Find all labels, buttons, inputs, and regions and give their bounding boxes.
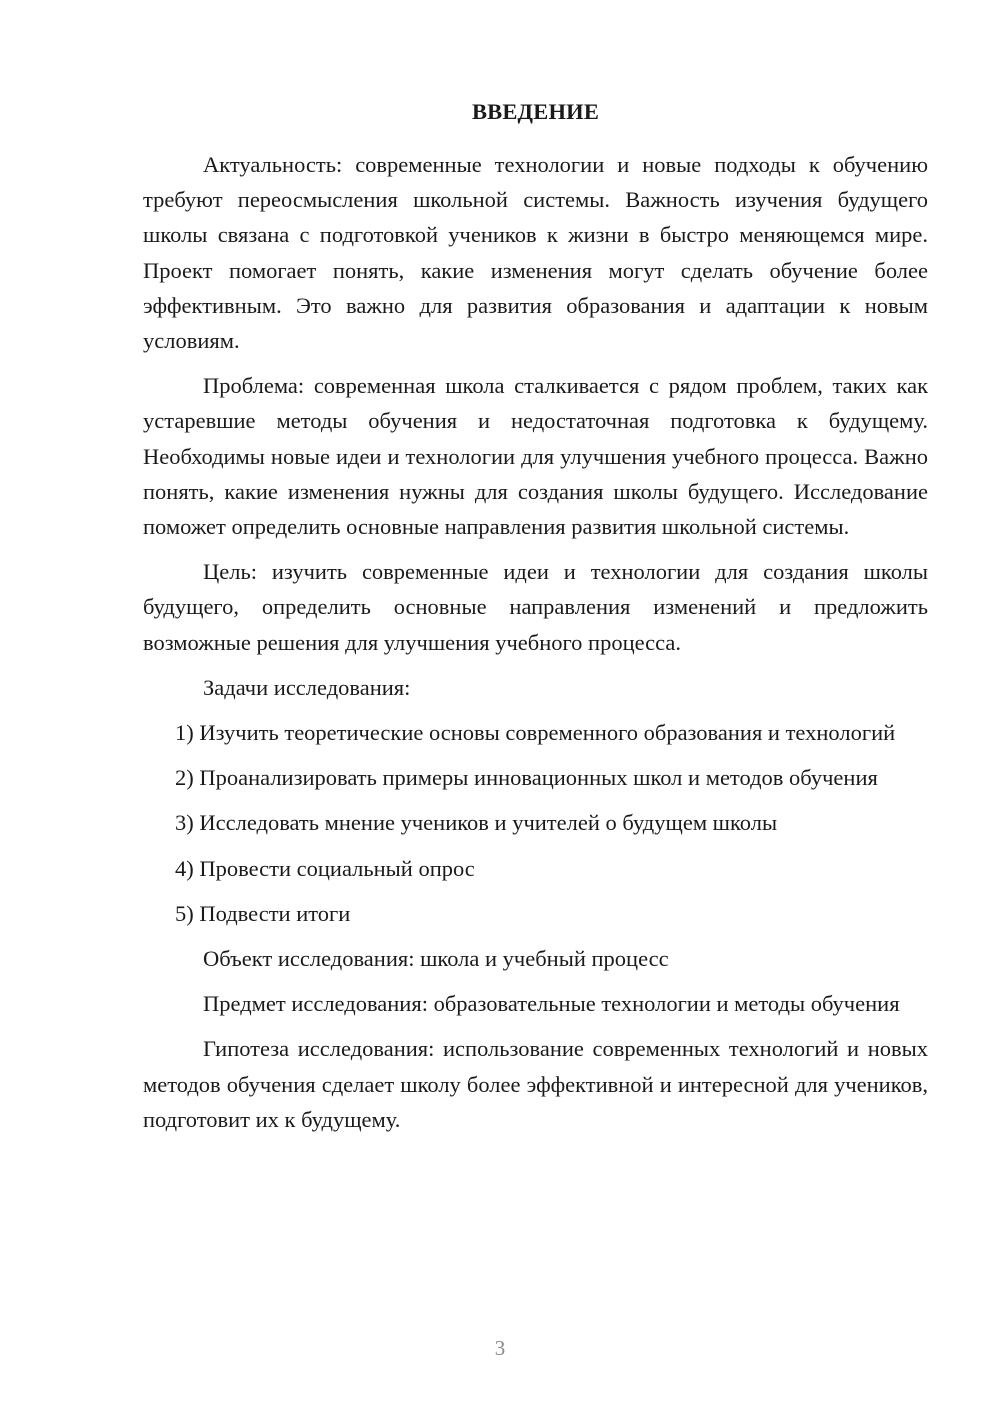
section-title: ВВЕДЕНИЕ bbox=[471, 99, 600, 124]
document-page bbox=[143, 94, 928, 1147]
hypothesis-paragraph: Гипотеза исследования: использование современных технологий и новых методов обучения сделает школу более эффективной и интересной для учеников, подготовит их к будущему. bbox=[143, 1036, 928, 1132]
problem-paragraph: Проблема: современная школа сталкивается с рядом проблем, таких как устаревшие методы обучения и недостаточная подготовка к будущему. Необходимы новые идеи и технологии для улучшения учебного процесса. Важно понять, какие изменения нужны для создания школы будущего. Исследование поможет определить основные направления развития школьной системы. bbox=[143, 373, 928, 540]
page-number: 3 bbox=[494, 1336, 506, 1360]
task-item: 1) Изучить теоретические основы современного образования и технологий bbox=[175, 720, 896, 746]
task-item: 5) Подвести итоги bbox=[175, 900, 351, 926]
relevance-paragraph: Актуальность: современные технологии и новые подходы к обучению требуют переосмысления школьной системы. Важность изучения будущего школы связана с подготовкой учеников к жизни в быстро меняющемся мире. Проект помогает понять, какие изменения могут сделать обучение более эффективным. Это важно для развития образования и адаптации к новым условиям. bbox=[143, 152, 928, 354]
object-paragraph: Объект исследования: школа и учебный процесс bbox=[203, 946, 669, 972]
goal-paragraph: Цель: изучить современные идеи и технологии для создания школы будущего, определить основные направления изменений и предложить возможные решения для улучшения учебного процесса. bbox=[143, 559, 928, 655]
subject-paragraph: Предмет исследования: образовательные технологии и методы обучения bbox=[203, 991, 900, 1017]
tasks-heading: Задачи исследования: bbox=[203, 674, 411, 700]
task-item: 2) Проанализировать примеры инновационных школ и методов обучения bbox=[175, 765, 878, 791]
task-item: 4) Провести социальный опрос bbox=[175, 855, 475, 881]
task-item: 3) Исследовать мнение учеников и учителей о будущем школы bbox=[175, 810, 778, 836]
